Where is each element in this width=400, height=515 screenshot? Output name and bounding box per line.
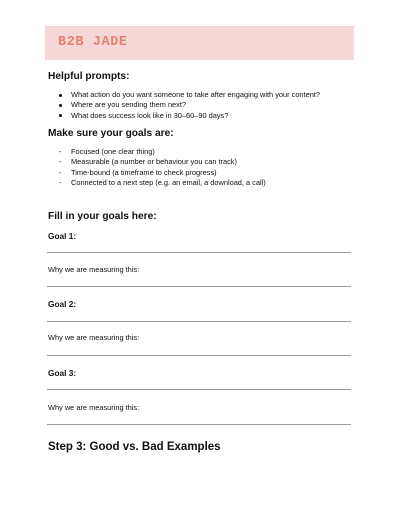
goal-2-label: Goal 2:: [48, 299, 77, 309]
list-item: What action do you want someone to take after engaging with your content?: [47, 90, 320, 100]
goal-2-why-label: Why we are measuring this:: [48, 333, 140, 342]
goals-criteria-heading: Make sure your goals are:: [48, 128, 174, 139]
goal-1-why-label: Why we are measuring this:: [48, 265, 140, 274]
goal-3-label: Goal 3:: [48, 368, 77, 378]
brand-title: B2B JADE: [58, 35, 128, 50]
goal-1-answer-line[interactable]: [47, 252, 351, 253]
helpful-prompts-list: [47, 90, 320, 121]
fill-in-heading: Fill in your goals here:: [48, 211, 157, 222]
list-item: - Time-bound (a timeframe to check progress): [47, 168, 266, 178]
goal-2-answer-line[interactable]: [47, 321, 351, 322]
goal-1-why-line[interactable]: [47, 286, 351, 287]
list-item: What does success look like in 30–60–90 days?: [47, 111, 320, 121]
goal-3-why-line[interactable]: [47, 424, 351, 425]
goal-1-label: Goal 1:: [48, 231, 77, 241]
helpful-prompts-heading: Helpful prompts:: [48, 71, 130, 82]
goals-criteria-list: [47, 147, 266, 188]
header-banner: [45, 26, 354, 60]
list-item: Where are you sending them next?: [47, 100, 320, 110]
list-item: - Measurable (a number or behaviour you can track): [47, 157, 266, 167]
step-3-heading: Step 3: Good vs. Bad Examples: [48, 441, 221, 453]
goal-3-answer-line[interactable]: [47, 389, 351, 390]
goal-3-why-label: Why we are measuring this:: [48, 403, 140, 412]
list-item: - Connected to a next step (e.g. an email, a download, a call): [47, 178, 266, 188]
goal-2-why-line[interactable]: [47, 355, 351, 356]
list-item: - Focused (one clear thing): [47, 147, 266, 157]
